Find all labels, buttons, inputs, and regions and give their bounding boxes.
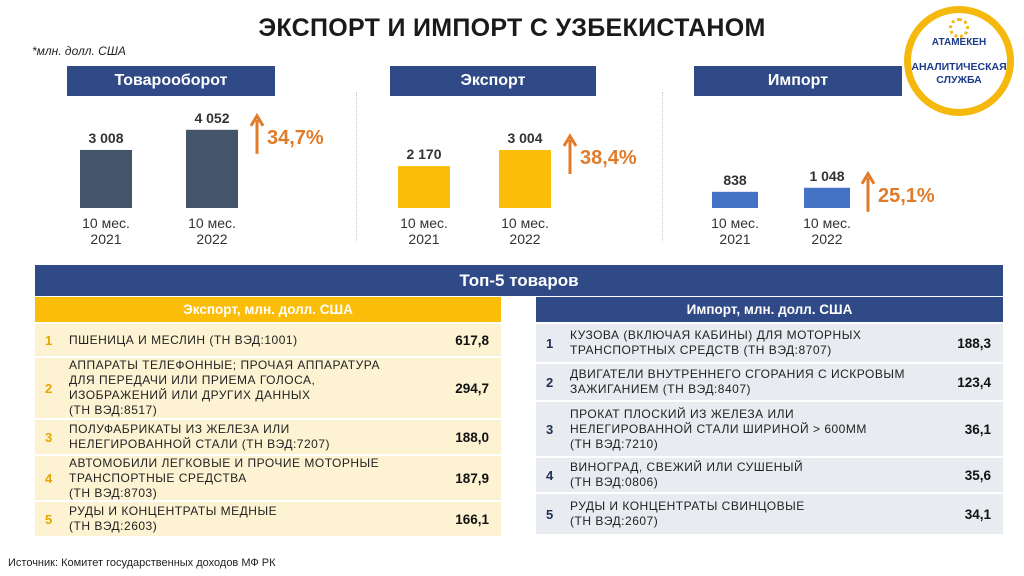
- product-value: 36,1: [964, 421, 991, 437]
- export-rows: [35, 322, 501, 536]
- product-name: ВИНОГРАД, СВЕЖИЙ ИЛИ СУШЕНЫЙ (ТН ВЭД:0806): [570, 460, 804, 489]
- chart-title: Товарооборот: [67, 66, 275, 96]
- table-row: [536, 362, 1003, 400]
- bar: [186, 130, 238, 208]
- table-row: [536, 400, 1003, 456]
- product-name: АВТОМОБИЛИ ЛЕГКОВЫЕ И ПРОЧИЕ МОТОРНЫЕ ТРАНСПОРТНЫЕ СРЕДСТВА (ТН ВЭД:8703): [69, 455, 380, 500]
- product-name: РУДЫ И КОНЦЕНТРАТЫ МЕДНЫЕ (ТН ВЭД:2603): [69, 504, 278, 533]
- product-value: 166,1: [455, 511, 489, 527]
- import-rows: [536, 322, 1003, 534]
- import-panel: [536, 297, 1003, 534]
- category-label: 10 мес.: [82, 215, 130, 231]
- product-name: ПШЕНИЦА И МЕСЛИН (ТН ВЭД:1001): [69, 332, 298, 347]
- rank-number: 2: [45, 380, 53, 396]
- table-row: [536, 456, 1003, 492]
- product-name: ДВИГАТЕЛИ ВНУТРЕННЕГО СГОРАНИЯ С ИСКРОВЫМ ЗАЖИГАНИЕМ (ТН ВЭД:8407): [570, 367, 905, 396]
- product-value: 187,9: [455, 470, 489, 486]
- bar-value-label: 4 052: [194, 109, 230, 126]
- logo-line1: АНАЛИТИЧЕСКАЯ: [911, 61, 1007, 73]
- product-name: КУЗОВА (ВКЛЮЧАЯ КАБИНЫ) ДЛЯ МОТОРНЫХ ТРАНСПОРТНЫХ СРЕДСТВ (ТН ВЭД:8707): [570, 328, 862, 357]
- chart-title: Импорт: [694, 66, 902, 96]
- category-label: 2022: [196, 231, 228, 247]
- product-name: ПРОКАТ ПЛОСКИЙ ИЗ ЖЕЛЕЗА ИЛИ НЕЛЕГИРОВАННОЙ СТАЛИ ШИРИНОЙ > 600ММ (ТН ВЭД:7210): [570, 406, 867, 451]
- table-row: [35, 322, 501, 356]
- bar: [712, 192, 758, 208]
- category-label: 10 мес.: [711, 215, 759, 231]
- growth-label: 34,7%: [267, 126, 324, 149]
- rank-number: 1: [45, 332, 53, 348]
- bar-value-label: 3 004: [507, 130, 543, 147]
- logo-line2: СЛУЖБА: [936, 74, 982, 86]
- category-label: 2021: [719, 231, 751, 247]
- table-row: [536, 322, 1003, 362]
- table-row: [35, 356, 501, 418]
- divider: [356, 92, 357, 242]
- product-value: 123,4: [957, 374, 991, 390]
- export-panel: [35, 297, 501, 536]
- top5-title: Топ-5 товаров: [35, 265, 1003, 296]
- export-chart: [370, 66, 680, 256]
- chart-svg: [678, 66, 988, 256]
- category-label: 2021: [408, 231, 440, 247]
- trade-turnover-chart: [40, 66, 350, 256]
- divider: [662, 92, 663, 242]
- product-value: 294,7: [455, 380, 489, 396]
- bar-value-label: 3 008: [88, 129, 124, 146]
- rank-number: 4: [45, 470, 53, 486]
- sun-icon: [949, 18, 969, 38]
- category-label: 10 мес.: [188, 215, 236, 231]
- logo-org: АТАМЕКЕН: [931, 37, 987, 48]
- category-label: 2022: [811, 231, 843, 247]
- table-row: [35, 454, 501, 500]
- product-name: АППАРАТЫ ТЕЛЕФОННЫЕ; ПРОЧАЯ АППАРАТУРА ДЛЯ ПЕРЕДАЧИ ИЛИ ПРИЕМА ГОЛОСА, ИЗОБРАЖЕНИЙ ИЛИ ДРУГИХ ДАННЫХ (ТН ВЭД:8517): [69, 358, 380, 417]
- import-chart: [678, 66, 978, 256]
- category-label: 10 мес.: [501, 215, 549, 231]
- product-value: 34,1: [964, 506, 991, 522]
- rank-number: 3: [546, 421, 554, 437]
- bar-value-label: 2 170: [406, 146, 442, 163]
- table-row: [35, 418, 501, 454]
- table-row: [35, 500, 501, 536]
- product-name: ПОЛУФАБРИКАТЫ ИЗ ЖЕЛЕЗА ИЛИ НЕЛЕГИРОВАННОЙ СТАЛИ (ТН ВЭД:7207): [69, 422, 330, 451]
- import-header: Импорт, млн. долл. США: [536, 297, 1003, 322]
- category-label: 10 мес.: [400, 215, 448, 231]
- export-header: Экспорт, млн. долл. США: [35, 297, 501, 322]
- chart-svg: [370, 66, 680, 256]
- product-value: 188,0: [455, 429, 489, 445]
- category-label: 10 мес.: [803, 215, 851, 231]
- rank-number: 5: [546, 506, 554, 522]
- product-value: 617,8: [455, 332, 489, 348]
- chart-svg: [40, 66, 350, 256]
- rank-number: 2: [546, 374, 554, 390]
- bar: [398, 166, 450, 208]
- chart-title: Экспорт: [390, 66, 596, 96]
- source-note: Источник: Комитет государственных доходов МФ РК: [8, 557, 276, 569]
- product-name: РУДЫ И КОНЦЕНТРАТЫ СВИНЦОВЫЕ (ТН ВЭД:2607): [570, 499, 805, 528]
- product-value: 188,3: [957, 335, 991, 351]
- bar: [80, 150, 132, 208]
- bar-value-label: 838: [723, 171, 747, 188]
- category-label: 2022: [509, 231, 541, 247]
- rank-number: 4: [546, 467, 554, 483]
- bar: [804, 188, 850, 208]
- category-label: 2021: [90, 231, 122, 247]
- growth-label: 25,1%: [878, 184, 935, 207]
- bar: [499, 150, 551, 208]
- unit-note: *млн. долл. США: [32, 44, 126, 58]
- rank-number: 5: [45, 511, 53, 527]
- table-row: [536, 492, 1003, 534]
- rank-number: 1: [546, 335, 554, 351]
- product-value: 35,6: [964, 467, 991, 483]
- growth-label: 38,4%: [580, 147, 637, 170]
- bar-value-label: 1 048: [809, 167, 845, 184]
- page-title: ЭКСПОРТ И ИМПОРТ С УЗБЕКИСТАНОМ: [258, 14, 766, 42]
- rank-number: 3: [45, 429, 53, 445]
